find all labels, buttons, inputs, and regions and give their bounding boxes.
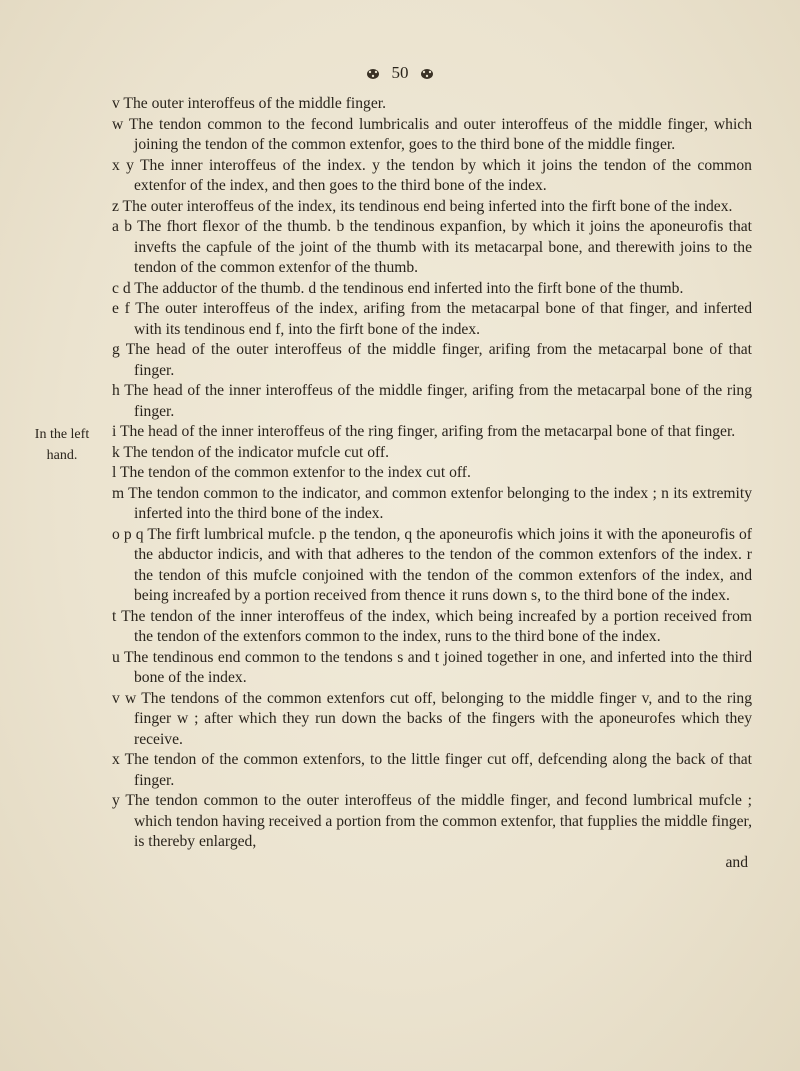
entry-text: The adductor of the thumb. d the tendinous end inferted into the firft bone of the thumb. (134, 279, 684, 297)
entry-w (112, 115, 752, 156)
entry-v-w (112, 689, 752, 751)
fleuron-left-icon (365, 67, 381, 81)
entry-c-d (112, 279, 752, 300)
entry-text: The fhort flexor of the thumb. b the tendinous expanfion, by which it joins the aponeurofis that invefts the capfule of the joint of the thumb with its metacarpal bone, and therewith joins to the tendon of the common extenfor of the thumb. (134, 218, 752, 276)
catchword: and (725, 853, 748, 871)
entry-text: The tendon of the common extenfors, to the little finger cut off, defcending along the back of that finger. (124, 751, 752, 789)
entry-key: x (112, 751, 120, 768)
entry-text: The tendon common to the outer interoffeus of the middle finger, and fecond lumbrical mufcle ; which tendon having received a portion from the common extenfor, that fupplies the middle finger, is thereby enlarged, (125, 792, 752, 850)
entry-key: e f (112, 300, 130, 317)
entry-key: l (112, 464, 117, 481)
entry-text: The outer interoffeus of the middle finger. (123, 95, 386, 112)
entry-m (112, 484, 752, 525)
entry-text: The tendon common to the indicator, and common extenfor belonging to the index ; n its extremity inferted into the third bone of the index. (128, 484, 752, 522)
page-number: 50 (391, 63, 409, 82)
entry-text: The tendinous end common to the tendons s and t joined together in one, and inferted into the third bone of the index. (124, 648, 752, 686)
entry-a-b (112, 217, 752, 279)
entry-key: m (112, 484, 125, 502)
entry-key: z (112, 197, 119, 215)
entry-key: h (112, 382, 120, 399)
entry-text: The tendon of the inner interoffeus of the index, which being increafed by a portion received from the tendon of the extenfors common to the index, runs to the third bone of the index. (121, 607, 752, 645)
entry-text: The tendon common to the fecond lumbricalis and outer interoffeus of the middle finger, which joining the tendon of the common extenfor, goes to the third bone of the middle finger. (128, 115, 752, 153)
entry-v (112, 94, 752, 115)
entry-key: i (112, 423, 117, 440)
entry-key: x y (112, 156, 134, 174)
entry-key: v (112, 95, 120, 112)
entry-u (112, 648, 752, 689)
entry-key: o p q (112, 525, 144, 543)
entry-key: t (112, 607, 117, 625)
entry-l (112, 463, 752, 484)
entry-key: g (112, 341, 120, 358)
entry-key: u (112, 648, 120, 666)
entry-text: The tendons of the common extenfors cut off, belonging to the middle finger v, and to the ring finger w ; after which they run down the backs of the fingers with the aponeurofes which they receive. (134, 689, 752, 748)
entry-e-f (112, 299, 752, 340)
entry-text: The outer interoffeus of the index, its tendinous end being inferted into the firft bone of the index. (122, 197, 733, 215)
entry-key: y (112, 792, 120, 809)
page-header (0, 62, 800, 84)
entry-g (112, 340, 752, 381)
entry-i (112, 422, 752, 443)
entry-key: v w (112, 689, 137, 707)
margin-note: In the left hand. (34, 427, 90, 463)
entry-key: w (112, 115, 124, 133)
entry-z (112, 197, 752, 218)
entry-text: The firft lumbrical mufcle. p the tendon, q the aponeurofis which joins it with the aponeurofis of the abductor indicis, and with that adheres to the tendon of the common extenfors of the index. r the tendon of this mufcle conjoined with the tendon of the common extenfors of the index, and being increafed by a portion received from thence it runs down s, to the third bone of the index. (134, 525, 753, 604)
entry-o-p-q (112, 525, 752, 607)
entry-text: The head of the inner interoffeus of the middle finger, arifing from the metacarpal bone of the ring finger. (124, 382, 752, 420)
entry-x-y (112, 156, 752, 197)
entry-key: k (112, 443, 120, 461)
entry-h (112, 381, 752, 422)
entry-text: The head of the inner interoffeus of the ring finger, arifing from the metacarpal bone of that finger. (119, 423, 736, 440)
entry-x (112, 750, 752, 791)
entry-y (112, 791, 752, 853)
fleuron-right-icon (419, 67, 435, 81)
entry-k (112, 443, 752, 464)
entry-key: c d (112, 279, 131, 297)
entry-text: The tendon of the common extenfor to the index cut off. (119, 464, 471, 481)
entry-key: a b (112, 218, 133, 235)
body-text (112, 94, 752, 873)
entry-text: The outer interoffeus of the index, arifing from the metacarpal bone of that finger, and inferted with its tendinous end f, into the firft bone of the index. (134, 300, 752, 338)
entry-text: The inner interoffeus of the index. y the tendon by which it joins the tendon of the common extenfor of the index, and then goes to the third bone of the index. (134, 156, 752, 194)
entry-t (112, 607, 752, 648)
entry-text: The tendon of the indicator mufcle cut off. (123, 443, 390, 461)
entry-text: The head of the outer interoffeus of the middle finger, arifing from the metacarpal bone of that finger. (125, 341, 752, 379)
